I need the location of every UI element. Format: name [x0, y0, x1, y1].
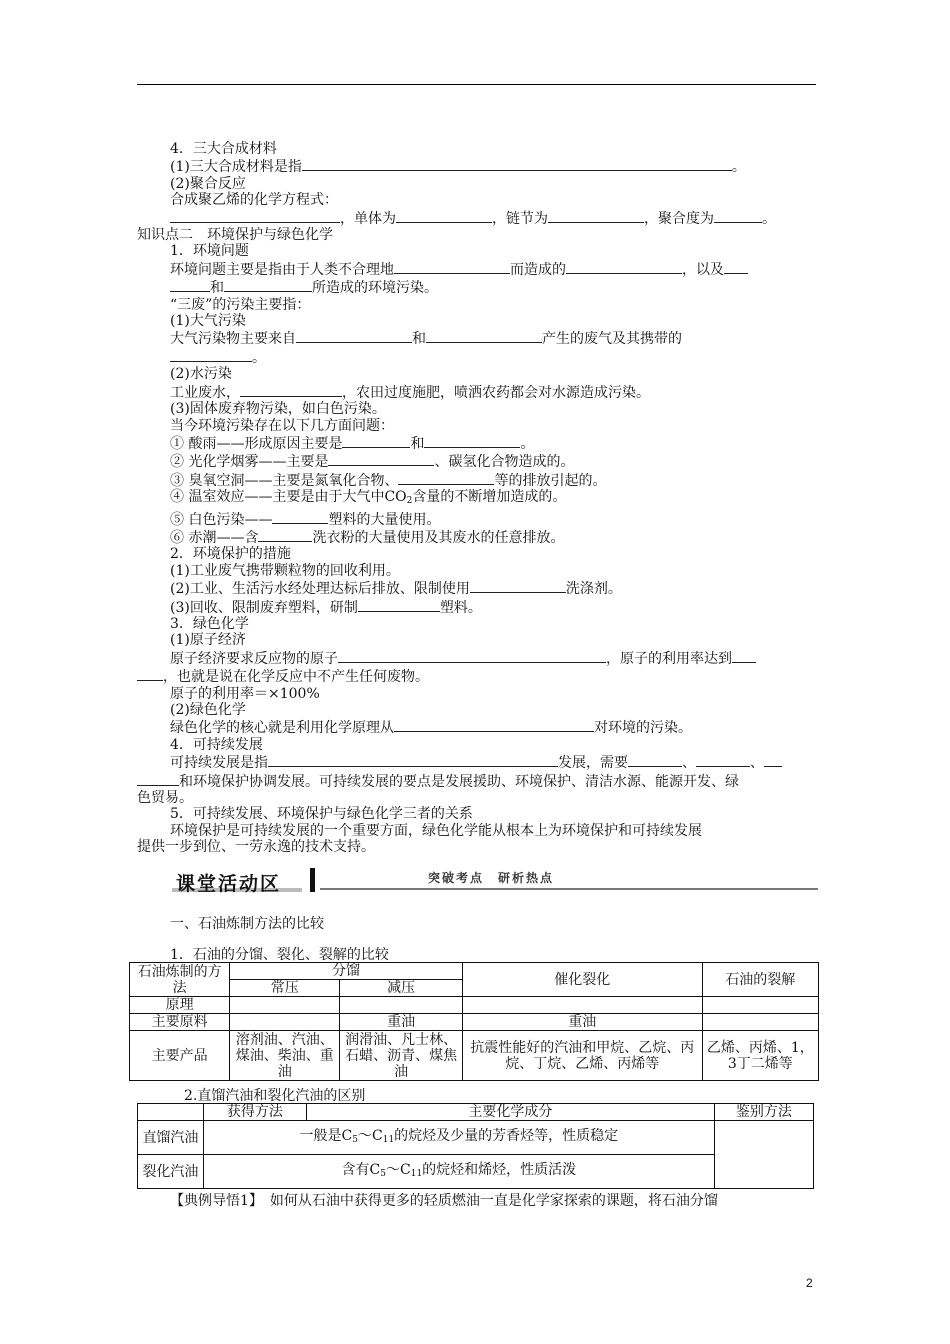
table-cell — [462, 997, 702, 1014]
header-cell: 常压 — [230, 980, 340, 997]
text: (1)三大合成材料是指 — [170, 159, 302, 176]
text-line: (1)原子经济 — [170, 632, 246, 649]
text: 所造成的环境污染。 — [312, 280, 438, 297]
text: 。 — [252, 349, 266, 366]
header-cell: 分馏 — [230, 963, 463, 980]
text: ，农田过度施肥，喷洒农药都会对水源造成污染。 — [342, 384, 650, 401]
table-cell — [340, 997, 462, 1014]
answer-blank[interactable] — [302, 157, 732, 171]
answer-blank[interactable] — [394, 260, 510, 274]
text-line: (2)聚合反应 — [170, 175, 246, 192]
table-cell: 润滑油、凡士林、石蜡、沥青、煤焦油 — [340, 1031, 462, 1081]
table-row — [130, 997, 819, 1014]
knowledge-section — [137, 141, 818, 856]
text-line — [170, 278, 818, 296]
table-cell: 溶剂油、汽油、煤油、柴油、重油 — [230, 1031, 340, 1081]
table-cell: 重油 — [340, 1014, 462, 1031]
text: 。 — [520, 435, 535, 452]
header-cell: 石油炼制的方法 — [130, 963, 230, 997]
banner-rule — [320, 888, 818, 890]
text-line — [170, 157, 818, 175]
section-heading: 一、石油炼制方法的比较 — [170, 916, 324, 932]
header-cell: 主要化学成分 — [306, 1104, 714, 1121]
answer-blank[interactable] — [258, 528, 312, 542]
text-line: 合成聚乙烯的化学方程式： — [170, 192, 338, 209]
text: ⑥ 赤潮——含 — [170, 529, 259, 546]
text: 的烷烃及少量的芳香烃等，性质稳定 — [394, 1127, 619, 1144]
answer-blank[interactable] — [426, 329, 542, 343]
text: 大气污染物主要来自 — [170, 331, 296, 348]
text: 塑料。 — [439, 599, 482, 616]
text: 对环境的污染。 — [594, 720, 692, 737]
page-number: 2 — [806, 1276, 813, 1290]
text: (3)回收、限制废弃塑料，研制 — [170, 599, 358, 616]
text: 而造成的 — [510, 261, 566, 278]
banner-title: 课堂活动区 — [176, 873, 282, 895]
text: ～C — [358, 1127, 383, 1144]
text-line — [170, 209, 818, 227]
text: 、 — [750, 755, 764, 772]
text-line: 1．环境问题 — [170, 243, 249, 260]
table-cell — [203, 1155, 714, 1189]
subscript: 11 — [382, 1134, 395, 1145]
table-cell — [230, 997, 340, 1014]
answer-blank[interactable] — [470, 579, 566, 593]
answer-blank[interactable] — [170, 209, 340, 223]
text: 环境问题主要是指由于人类不合理地 — [170, 261, 394, 278]
text-line: 当今环境污染存在以下几方面问题： — [170, 417, 394, 434]
table-row — [138, 1121, 814, 1155]
text: ③ 臭氧空洞——主要是氮氧化合物、 — [170, 472, 399, 489]
text-line — [137, 772, 818, 790]
text-line — [170, 471, 818, 489]
answer-blank[interactable] — [224, 278, 312, 292]
table-cell — [702, 1014, 818, 1031]
text: 。 — [731, 159, 746, 176]
text-line: 环境保护是可持续发展的一个重要方面，绿色化学能从根本上为环境保护和可持续发展 — [170, 822, 702, 839]
answer-blank[interactable] — [296, 329, 412, 343]
text-line — [170, 348, 818, 366]
table-row — [130, 1014, 819, 1031]
text: 发展，需要 — [558, 755, 628, 772]
text: 的烷烃和烯烃，性质活泼 — [422, 1161, 577, 1178]
banner-title-box — [170, 866, 308, 894]
text-line: (3)固体废弃物污染，如白色污染。 — [170, 401, 386, 418]
header-rule — [137, 84, 816, 85]
text: 一般是C — [299, 1127, 353, 1144]
text: 和 — [412, 331, 426, 348]
text: ～C — [386, 1161, 411, 1178]
text: 绿色化学的核心就是利用化学原理从 — [170, 720, 394, 737]
text: 、碳氢化合物造成的。 — [434, 454, 575, 471]
text: ，聚合度为 — [644, 210, 714, 227]
text: 塑料的大量使用。 — [328, 511, 441, 528]
text: 洗衣粉的大量使用及其废水的任意排放。 — [312, 529, 565, 546]
subscript: 11 — [410, 1168, 423, 1179]
text: 工业废水， — [170, 384, 240, 401]
text: ，以及 — [682, 261, 724, 278]
text-line: 提供一步到位、一劳永逸的技术支持。 — [137, 839, 375, 856]
banner-bar — [310, 868, 315, 892]
table-row — [138, 1155, 814, 1189]
text: 原子经济要求反应物的原子 — [170, 650, 338, 667]
answer-blank[interactable] — [338, 649, 606, 663]
comparison-table — [129, 962, 819, 1081]
answer-blank[interactable] — [548, 209, 644, 223]
subsection-heading: 1．石油的分馏、裂化、裂解的比较 — [170, 947, 389, 963]
answer-blank[interactable] — [328, 452, 434, 466]
text: 洗涤剂。 — [565, 581, 622, 598]
text-line: (1)大气污染 — [170, 313, 246, 330]
answer-blank[interactable] — [137, 772, 179, 786]
example-line: 【典例导悟1】 如何从石油中获得更多的轻质燃油一直是化学家探索的课题，将石油分馏 — [170, 1193, 718, 1209]
text: 。 — [762, 210, 776, 227]
header-cell — [138, 1104, 204, 1121]
header-cell: 获得方法 — [203, 1104, 306, 1121]
header-cell: 减压 — [340, 980, 462, 997]
header-cell: 鉴别方法 — [714, 1104, 813, 1121]
row-label: 裂化汽油 — [138, 1155, 204, 1189]
answer-blank[interactable] — [268, 753, 558, 767]
subscript: 5 — [380, 1168, 386, 1179]
text-line: 4．可持续发展 — [170, 736, 263, 753]
text: ，链节为 — [492, 210, 548, 227]
answer-blank[interactable] — [424, 434, 520, 448]
text-line: 色贸易。 — [137, 790, 193, 807]
text: 产生的废气及其携带的 — [542, 331, 682, 348]
table-cell: 重油 — [462, 1014, 702, 1031]
text-line: 2．环境保护的措施 — [170, 546, 291, 563]
text-line — [170, 649, 818, 667]
text: ① 酸雨——形成原因主要是 — [170, 435, 343, 452]
table-cell: 抗震性能好的汽油和甲烷、乙烷、丙烷、丁烷、乙烯、丙烯等 — [462, 1031, 702, 1081]
answer-blank[interactable] — [732, 649, 756, 663]
header-cell: 石油的裂解 — [702, 963, 818, 997]
text-line: 3．绿色化学 — [170, 615, 249, 632]
text-line — [170, 598, 818, 616]
banner-subtitle: 突破考点 研析热点 — [428, 871, 555, 885]
text-line: “三废”的污染主要指： — [170, 296, 311, 313]
table-cell — [230, 1014, 340, 1031]
answer-blank[interactable] — [170, 348, 252, 362]
subscript: 5 — [352, 1134, 358, 1145]
text-line — [170, 489, 818, 509]
text: 和 — [410, 435, 425, 452]
answer-blank[interactable] — [137, 667, 163, 681]
text: ，也就是说在化学反应中不产生任何废物。 — [163, 669, 429, 686]
classroom-activity-banner — [170, 866, 818, 894]
text-line — [170, 434, 818, 452]
text-line — [170, 528, 818, 546]
row-label: 主要原料 — [130, 1014, 230, 1031]
table-cell — [714, 1121, 813, 1189]
subscript: 2 — [406, 496, 413, 507]
text: 和环境保护协调发展。可持续发展的要点是发展援助、环境保护、清洁水源、能源开发、绿 — [179, 773, 739, 790]
answer-blank[interactable] — [170, 278, 210, 292]
text: ，原子的利用率达到 — [606, 650, 732, 667]
text: 含量的不断增加造成的。 — [412, 489, 567, 506]
text-line: (1)工业废气携带颗粒物的回收利用。 — [170, 562, 400, 579]
text: 和 — [210, 280, 224, 297]
table-caption: 2.直馏汽油和裂化汽油的区别 — [184, 1088, 366, 1104]
answer-blank[interactable] — [272, 510, 328, 524]
formula-line: 原子的利用率＝×100% — [170, 685, 320, 702]
answer-blank[interactable] — [396, 209, 492, 223]
knowledge-point-title: 知识点二 环境保护与绿色化学 — [137, 227, 333, 244]
text: (2)工业、生活污水经处理达标后排放、限制使用 — [170, 581, 470, 598]
text-line: (2)水污染 — [170, 366, 232, 383]
text: 含有C — [341, 1161, 381, 1178]
text: ④ 温室效应——主要是由于大气中CO — [170, 489, 407, 506]
text: 、 — [682, 755, 696, 772]
row-label: 主要产品 — [130, 1031, 230, 1081]
table-row — [138, 1104, 814, 1121]
table-cell: 乙烯、丙烯、1，3丁二烯等 — [702, 1031, 818, 1081]
row-label: 原理 — [130, 997, 230, 1014]
text-line — [170, 383, 818, 401]
text-line — [170, 260, 818, 278]
text-line: 5．可持续发展、环境保护与绿色化学三者的关系 — [170, 806, 473, 823]
answer-blank[interactable] — [358, 598, 440, 612]
answer-blank[interactable] — [398, 471, 494, 485]
text-line — [170, 329, 818, 347]
gasoline-table — [137, 1103, 814, 1189]
text-line — [170, 510, 818, 528]
answer-blank[interactable] — [566, 260, 682, 274]
table-cell — [203, 1121, 714, 1155]
text-line — [170, 753, 818, 771]
table-row — [130, 963, 819, 980]
answer-blank[interactable] — [696, 753, 750, 767]
answer-blank[interactable] — [628, 753, 682, 767]
answer-blank[interactable] — [724, 260, 748, 274]
answer-blank[interactable] — [394, 718, 594, 732]
answer-blank[interactable] — [764, 753, 782, 767]
text: ⑤ 白色污染—— — [170, 511, 273, 528]
table-cell — [702, 997, 818, 1014]
text-line — [170, 452, 818, 470]
header-cell: 催化裂化 — [462, 963, 702, 997]
text: ，单体为 — [340, 210, 396, 227]
heading-synthetic-materials: 4．三大合成材料 — [170, 141, 277, 157]
text-line: (2)绿色化学 — [170, 702, 246, 718]
answer-blank[interactable] — [342, 434, 410, 448]
answer-blank[interactable] — [714, 209, 762, 223]
text: 可持续发展是指 — [170, 755, 268, 772]
text-line — [137, 667, 818, 685]
text-line — [170, 579, 818, 597]
answer-blank[interactable] — [240, 383, 342, 397]
text-line — [170, 718, 818, 736]
row-label: 直馏汽油 — [138, 1121, 204, 1155]
text: 等的排放引起的。 — [494, 472, 607, 489]
text: ② 光化学烟雾——主要是 — [170, 454, 329, 471]
table-row — [130, 1031, 819, 1081]
